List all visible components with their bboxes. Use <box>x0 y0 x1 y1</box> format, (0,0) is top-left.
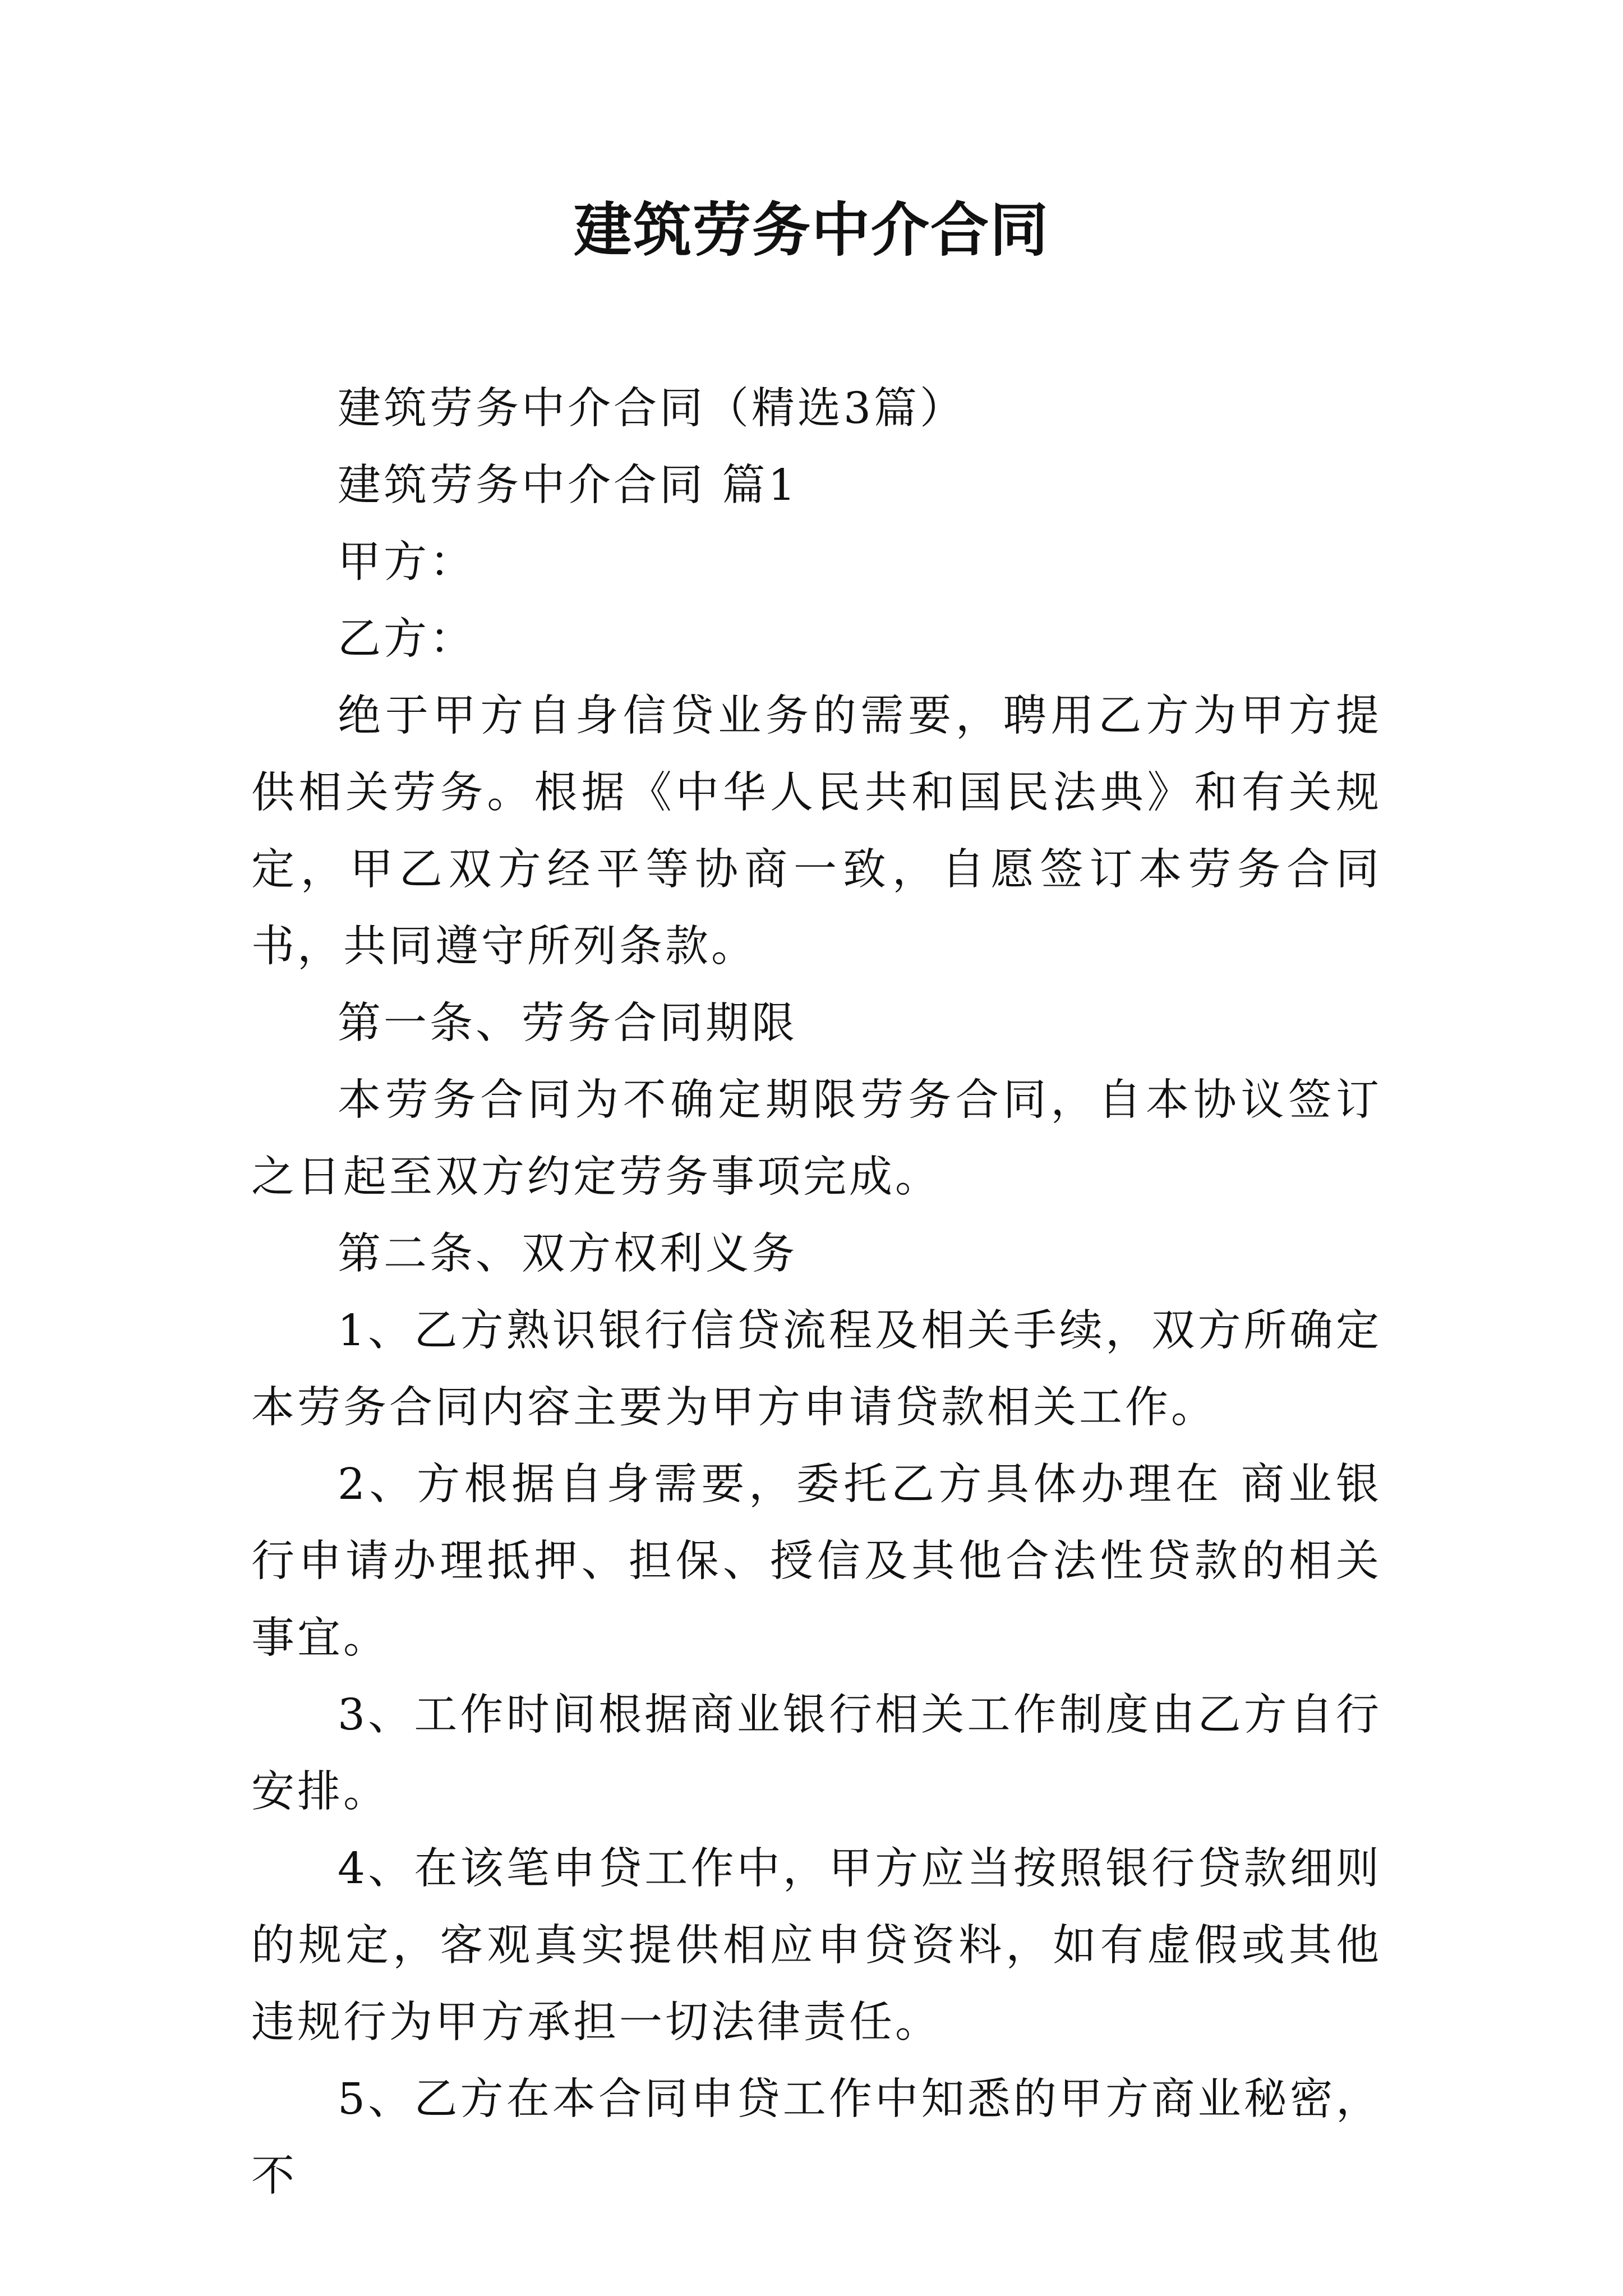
paragraph-clause-5: 5、乙方在本合同申贷工作中知悉的甲方商业秘密，不 <box>251 2074 1382 2201</box>
paragraph-article-2-heading: 第二条、双方权利义务 <box>338 1229 797 1279</box>
document-title: 建筑劳务中介合同 <box>573 195 1049 264</box>
paragraph-clause-3: 3、工作时间根据商业银行相关工作制度由乙方自行安排。 <box>251 1690 1382 1817</box>
paragraph-article-1-heading: 第一条、劳务合同期限 <box>338 999 797 1048</box>
paragraph-selection-note: 建筑劳务中介合同（精选3篇） <box>338 384 966 434</box>
document-body <box>251 370 1382 2215</box>
paragraph-clause-1: 1、乙方熟识银行信贷流程及相关手续，双方所确定本劳务合同内容主要为甲方申请贷款相关工作。 <box>251 1306 1382 1433</box>
paragraph-part-heading: 建筑劳务中介合同 篇1 <box>338 461 799 510</box>
paragraph-article-1-body: 本劳务合同为不确定期限劳务合同，自本协议签订之日起至双方约定劳务事项完成。 <box>251 1075 1382 1202</box>
paragraph-clause-2: 2、方根据自身需要，委托乙方具体办理在 商业银行申请办理抵押、担保、授信及其他合法性贷款的相关事宜。 <box>251 1460 1382 1663</box>
paragraph-preamble: 绝于甲方自身信贷业务的需要，聘用乙方为甲方提供相关劳务。根据《中华人民共和国民法典》和有关规定，甲乙双方经平等协商一致，自愿签订本劳务合同书，共同遵守所列条款。 <box>251 691 1382 972</box>
paragraph-party-a: 甲方： <box>338 537 476 587</box>
paragraph-party-b: 乙方： <box>338 614 476 664</box>
paragraph-clause-4: 4、在该笔申贷工作中，甲方应当按照银行贷款细则的规定，客观真实提供相应申贷资料，如有虚假或其他违规行为甲方承担一切法律责任。 <box>251 1844 1382 2047</box>
